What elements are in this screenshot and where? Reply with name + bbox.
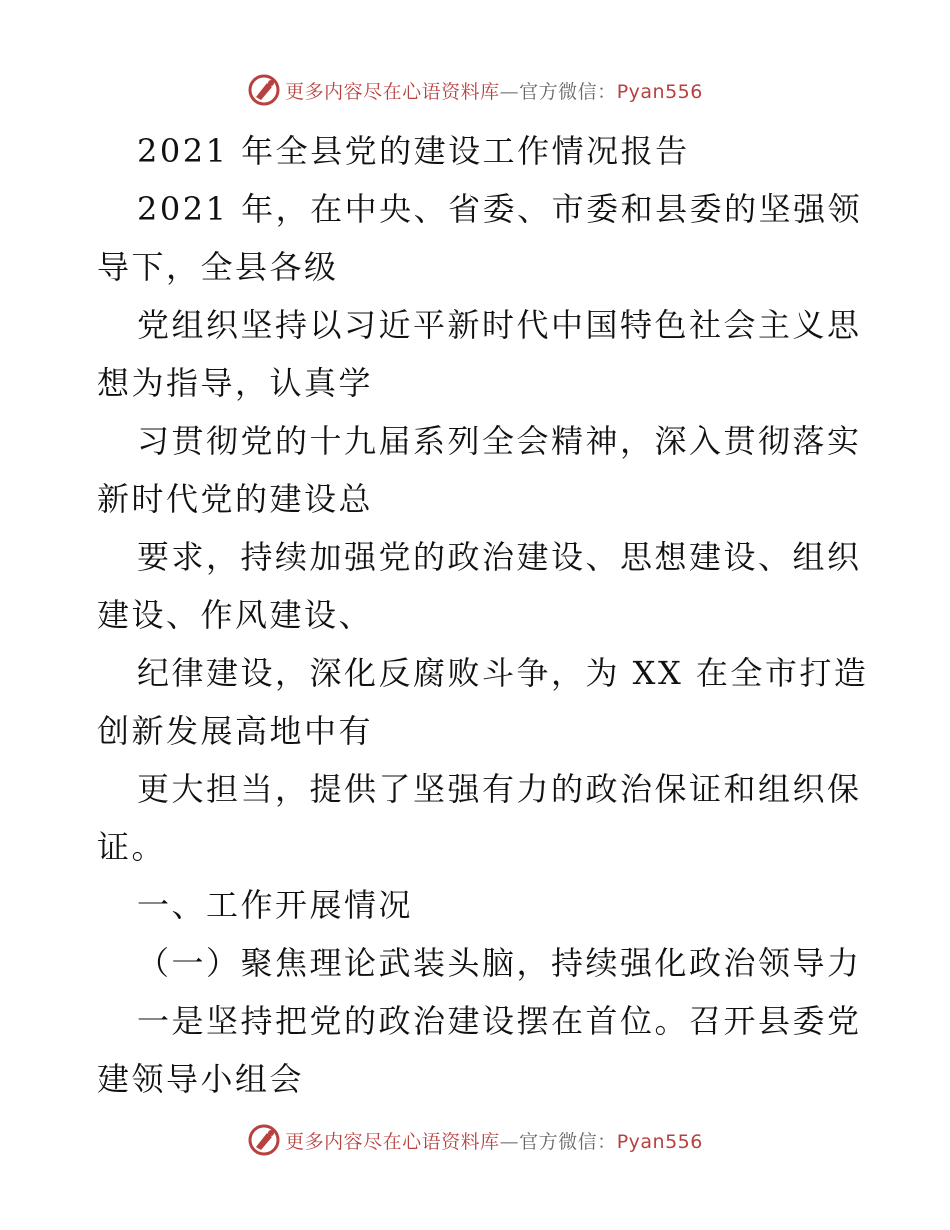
watermark-footer xyxy=(0,1120,950,1160)
watermark-header xyxy=(0,70,950,110)
paragraph-line: 2021 年，在中央、省委、市委和县委的坚强领 xyxy=(137,190,863,228)
brand-logo-icon xyxy=(247,73,281,107)
document-body xyxy=(97,122,869,1108)
paragraph-line: 证。 xyxy=(97,828,167,866)
paragraph-line: 纪律建设，深化反腐败斗争，为 XX 在全市打造 xyxy=(137,654,869,692)
section-heading: 一、工作开展情况 xyxy=(137,886,414,924)
paragraph-line: 要求，持续加强党的政治建设、思想建设、组织 xyxy=(137,538,862,576)
watermark-main-text: 更多内容尽在心语资料库 xyxy=(285,80,500,103)
watermark-dash: — xyxy=(499,80,520,103)
watermark-wechat-id: Pyan556 xyxy=(616,1130,703,1153)
subsection-heading: （一）聚焦理论武装头脑，持续强化政治领导力 xyxy=(137,944,862,982)
watermark-main-text: 更多内容尽在心语资料库 xyxy=(285,1130,500,1153)
watermark-text xyxy=(285,1127,703,1154)
paragraph-line: 导下，全县各级 xyxy=(97,248,339,286)
document-title: 2021 年全县党的建设工作情况报告 xyxy=(137,132,690,170)
watermark-text xyxy=(285,77,703,104)
paragraph-line: 党组织坚持以习近平新时代中国特色社会主义思 xyxy=(137,306,862,344)
watermark-wechat-id: Pyan556 xyxy=(616,80,703,103)
watermark-official-label: 官方微信： xyxy=(519,80,617,103)
watermark-dash: — xyxy=(499,1130,520,1153)
paragraph-line: 创新发展高地中有 xyxy=(97,712,374,750)
paragraph-line: 习贯彻党的十九届系列全会精神，深入贯彻落实 xyxy=(137,422,862,460)
paragraph-line: 建领导小组会 xyxy=(97,1060,305,1098)
paragraph-line: 想为指导，认真学 xyxy=(97,364,374,402)
paragraph-line: 建设、作风建设、 xyxy=(97,596,374,634)
brand-logo-icon xyxy=(247,1123,281,1157)
paragraph-line: 一是坚持把党的政治建设摆在首位。召开县委党 xyxy=(137,1002,862,1040)
paragraph-line: 更大担当，提供了坚强有力的政治保证和组织保 xyxy=(137,770,862,808)
paragraph-line: 新时代党的建设总 xyxy=(97,480,374,518)
watermark-official-label: 官方微信： xyxy=(519,1130,617,1153)
